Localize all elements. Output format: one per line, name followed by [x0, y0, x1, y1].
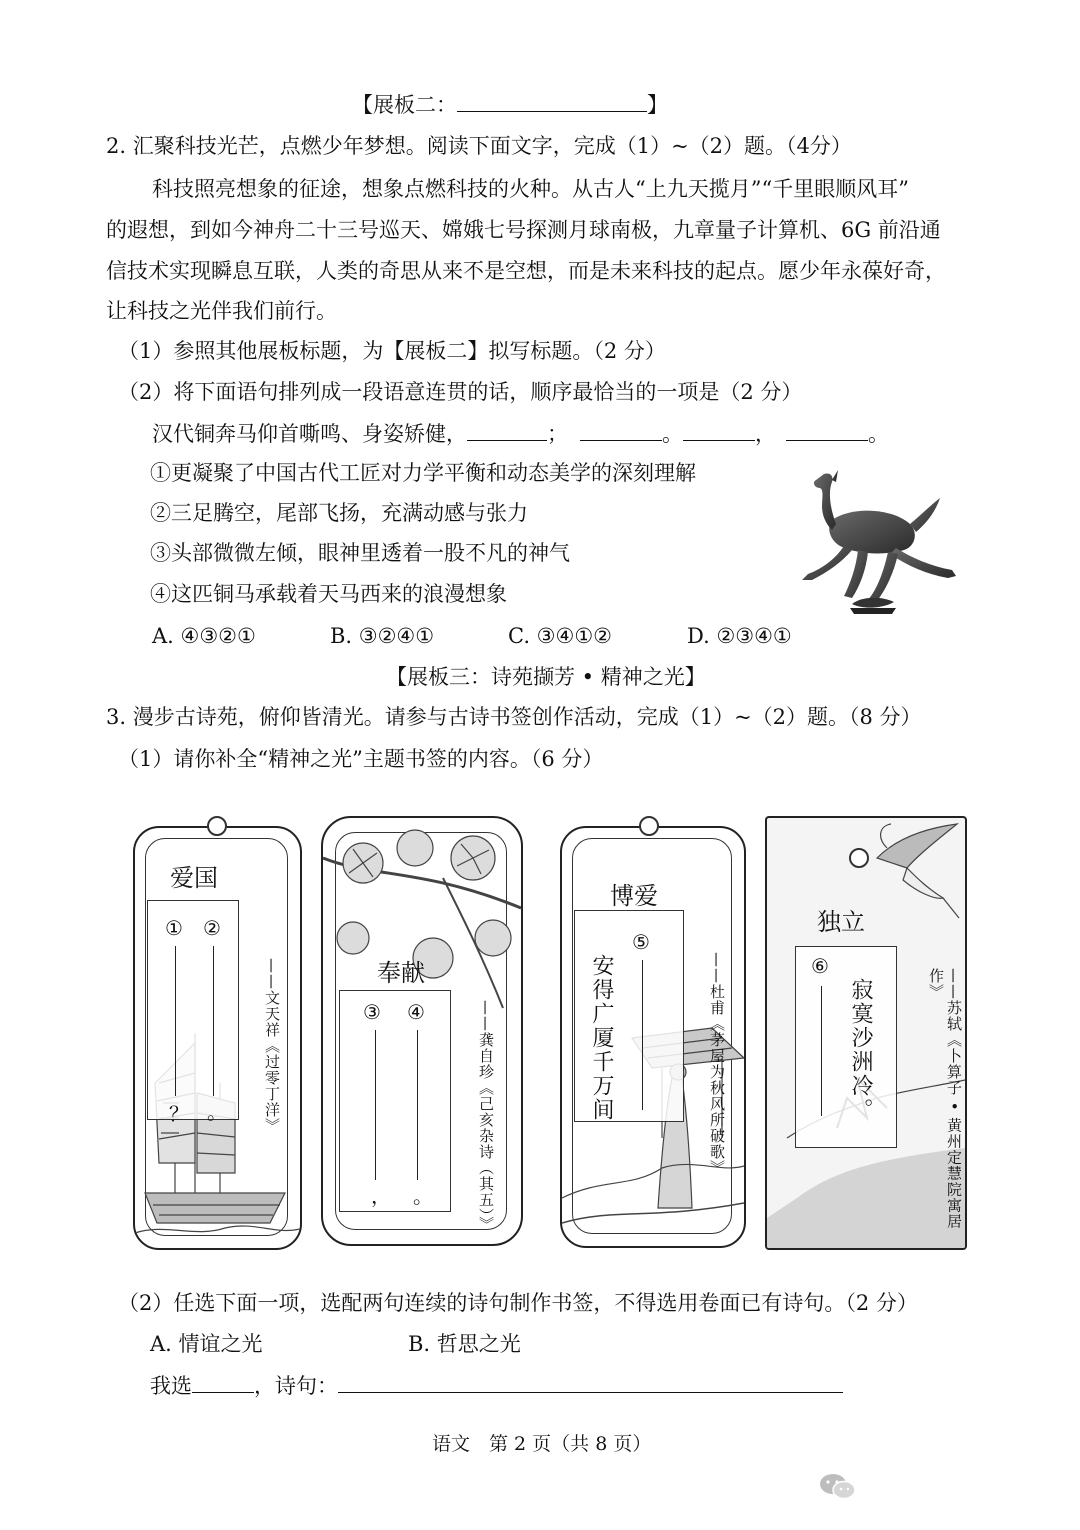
q2-sep-1: ； — [547, 422, 568, 446]
board2-title-prefix: 【展板二： — [352, 93, 457, 117]
q2-option-d[interactable]: D. ②③④① — [687, 624, 792, 648]
q2-blank-2[interactable] — [580, 440, 662, 441]
q2-sentence-1: ①更凝聚了中国古代工匠对力学平衡和动态美学的深刻理解 — [150, 461, 696, 485]
board2-title — [352, 90, 668, 120]
bookmark-2-theme: 奉献 — [377, 959, 425, 987]
bookmark-4-answer-line-1[interactable] — [821, 986, 822, 1116]
bookmark-1-author: ——文天祥《过零丁洋》 — [263, 958, 281, 1134]
board2-title-suffix: 】 — [647, 93, 668, 117]
bookmark-2-slot-2: ④ — [407, 1000, 425, 1024]
q3-choice-blank[interactable] — [192, 1392, 254, 1393]
bookmark-4-poem: 寂寞沙洲冷。 — [848, 978, 873, 1122]
page-footer: 语文 第 2 页（共 8 页） — [432, 1433, 652, 1455]
bookmark-independence — [765, 816, 967, 1250]
bookmark-3-hole — [639, 816, 659, 836]
bookmark-3-author: ——杜甫《茅屋为秋风所破歌》 — [708, 952, 726, 1176]
q2-para-line-3: 信技术实现瞬息互联，人类的奇思从来不是空想，而是未来科技的起点。愿少年永葆好奇， — [106, 259, 946, 283]
q2-blank-4[interactable] — [786, 440, 868, 441]
q2-para-line-2: 的遐想，到如今神舟二十三号巡天、嫦娥七号探测月球南极，九章量子计算机、6G 前沿通 — [106, 218, 941, 242]
bookmark-3-slot-1: ⑤ — [632, 930, 650, 954]
q2-sub2: （2）将下面语句排列成一段语意连贯的话，顺序最恰当的一项是（2 分） — [118, 380, 803, 404]
bookmark-2-slot-1: ③ — [363, 1000, 381, 1024]
bookmark-2-author: ——龚自珍《己亥杂诗（其五）》 — [477, 1000, 495, 1233]
q2-sep-2: 。 — [662, 422, 683, 446]
bookmark-1-frame — [147, 900, 239, 1120]
bookmark-2-answer-line-1[interactable] — [375, 1030, 376, 1180]
bookmark-2-frame — [339, 990, 451, 1212]
bookmark-4-slot-1: ⑥ — [811, 954, 829, 978]
q3-choice-a[interactable]: A. 情谊之光 — [150, 1332, 263, 1356]
bookmark-2-mark-2: 。 — [413, 1184, 433, 1208]
q2-sentence-4: ④这匹铜马承载着天马西来的浪漫想象 — [150, 582, 507, 606]
q2-blank-3[interactable] — [683, 440, 755, 441]
q2-blank-1[interactable] — [467, 440, 547, 441]
bookmark-2-answer-line-2[interactable] — [417, 1030, 418, 1180]
bookmark-2-mark-1: ， — [371, 1184, 391, 1208]
q2-stem-prefix: 汉代铜奔马仰首嘶鸣、身姿矫健， — [152, 422, 467, 446]
q2-sentence-3: ③头部微微左倾，眼神里透着一股不凡的神气 — [150, 541, 570, 565]
q2-para-line-1: 科技照亮想象的征途，想象点燃科技的火种。从古人“上九天揽月”“千里眼顺风耳” — [152, 177, 909, 201]
bookmark-1-mark-2: 。 — [207, 1100, 227, 1124]
q2-sub1: （1）参照其他展板标题，为【展板二】拟写标题。（2 分） — [118, 339, 666, 363]
q2-sep-3: ， — [755, 422, 776, 446]
bookmark-1-answer-line-1[interactable] — [175, 946, 176, 1096]
bookmark-3-theme: 博爱 — [610, 882, 658, 910]
bookmark-4-theme: 独立 — [817, 908, 865, 936]
q3-choice-b[interactable]: B. 哲思之光 — [408, 1332, 521, 1356]
q2-option-c[interactable]: C. ③④①② — [508, 624, 612, 648]
q3-sub1: （1）请你补全“精神之光”主题书签的内容。（6 分） — [118, 747, 604, 771]
board3-title: 【展板三：诗苑撷芳 • 精神之光】 — [386, 665, 706, 689]
board2-title-blank[interactable] — [457, 111, 647, 112]
q2-heading: 2. 汇聚科技光芒，点燃少年梦想。阅读下面文字，完成（1）~（2）题。（4分） — [106, 134, 852, 158]
bookmark-4-hole — [849, 848, 869, 868]
bookmark-1-slot-2: ② — [203, 916, 221, 940]
bookmark-1-slot-1: ① — [165, 916, 183, 940]
bookmark-fraternity — [560, 826, 746, 1248]
q2-option-a[interactable]: A. ④③②① — [152, 624, 256, 648]
q3-answer-prefix: 我选 — [150, 1374, 192, 1398]
q2-para-line-4: 让科技之光伴我们前行。 — [106, 299, 337, 323]
q3-answer-mid: ，诗句： — [254, 1374, 338, 1398]
q2-sentence-2: ②三足腾空，尾部飞扬，充满动感与张力 — [150, 501, 528, 525]
bronze-horse-image — [772, 458, 962, 618]
q3-heading: 3. 漫步古诗苑，俯仰皆清光。请参与古诗书签创作活动，完成（1）~（2）题。（8 分） — [106, 705, 922, 729]
bookmark-1-theme: 爱国 — [170, 864, 218, 892]
bookmark-1-hole — [207, 816, 227, 836]
bookmark-3-answer-line-1[interactable] — [642, 960, 643, 1110]
blossom-illustration — [323, 818, 521, 1018]
q3-answer-row — [150, 1371, 843, 1401]
wechat-icon — [818, 1472, 858, 1502]
bookmark-4-author: ——苏轼《卜算子 • 黄州定慧院寓居作》 — [927, 968, 963, 1230]
bookmark-1-answer-line-2[interactable] — [213, 946, 214, 1096]
q2-option-b[interactable]: B. ③②④① — [330, 624, 435, 648]
bookmark-3-poem: 安得广厦千万间 — [589, 954, 614, 1122]
bookmark-patriotism — [133, 826, 302, 1250]
bookmark-dedication — [321, 816, 523, 1246]
q3-poem-blank[interactable] — [338, 1392, 843, 1393]
q3-sub2: （2）任选下面一项，选配两句连续的诗句制作书签，不得选用卷面已有诗句。（2 分） — [118, 1291, 918, 1315]
bookmark-1-mark-1: ？ — [169, 1102, 189, 1126]
q2-stem — [152, 419, 889, 449]
q2-sep-4: 。 — [868, 422, 889, 446]
